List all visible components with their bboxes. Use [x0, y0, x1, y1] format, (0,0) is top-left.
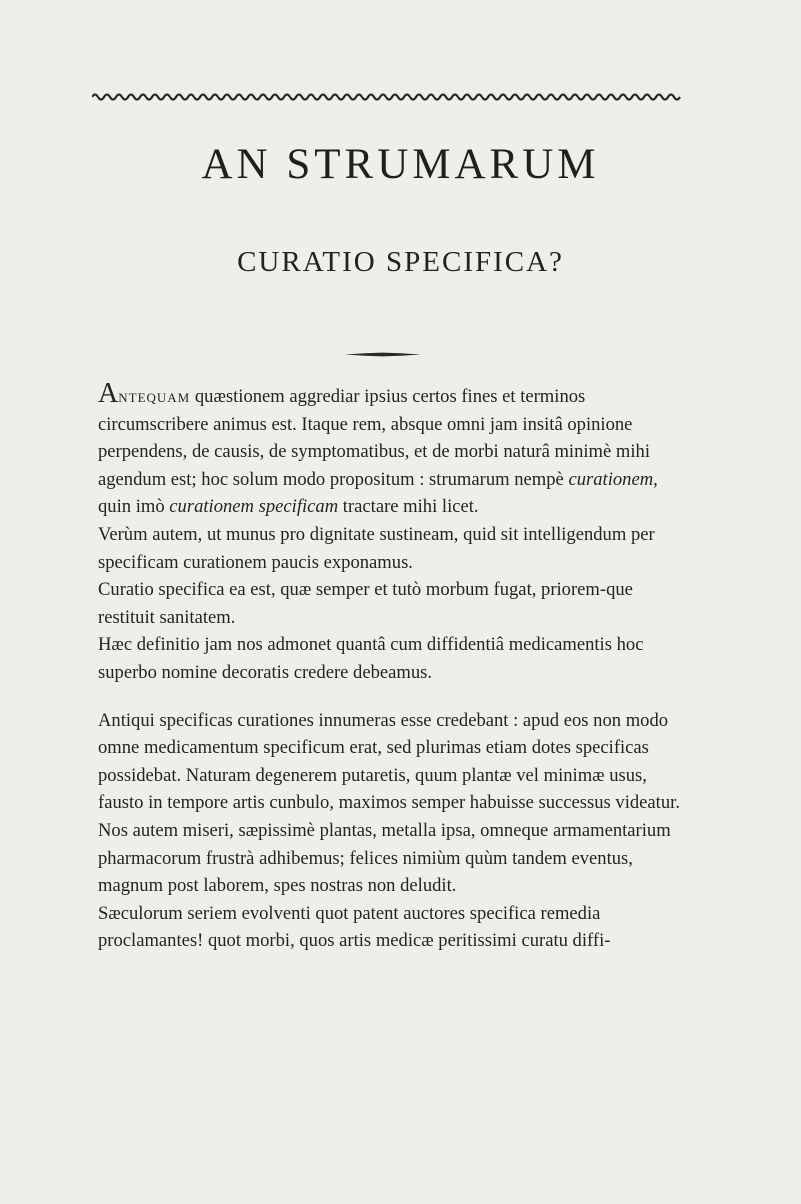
body-text [98, 378, 684, 955]
page-title: AN STRUMARUM [201, 141, 600, 188]
paragraph-2: Verùm autem, ut munus pro dignitate sustineam, quid sit intelligendum per specificam curationem paucis exponamus. [98, 523, 655, 573]
paragraph-1-text-c: tractare mihi licet. [338, 496, 479, 518]
drop-cap: A [98, 378, 119, 409]
paragraph-1-text-b: , quin imò [98, 468, 658, 518]
paragraph-5: Antiqui specificas curationes innumeras esse credebant : apud eos non modo omne medicamentum specificum erat, sed plurimas etiam dotes specificas possidebat. Naturam degenerem putaretis, quum plantæ vel minimæ usus, fausto in tempore artis cunbulo, maximos semper habuisse successus videatur. Nos autem miseri, sæpissimè plantas, metalla ipsa, omneque armamentarium pharmacorum frustrà adhibemus; felices nimiùm quùm tandem eventus, magnum post laborem, spes nostras non deludit. [98, 709, 680, 897]
section-divider-rule [345, 352, 421, 357]
paragraph-1 [98, 378, 684, 521]
paragraph-1-italic-a: curationem [568, 468, 654, 490]
paragraph-4: Hæc definitio jam nos admonet quantâ cum diffidentiâ medicamentis hoc superbo nomine decoratis credere debeamus. [98, 634, 644, 683]
page-subtitle: CURATIO SPECIFICA? [237, 246, 564, 278]
paragraph-1-text-a: quæstionem aggrediar ipsius certos fines et terminos circumscribere animus est. Itaque rem, absque omni jam insitâ opinione perpendens, de causis, de symptomatibus, et de morbi naturâ minimè mihi agendum est; hoc solum modo propositum : strumarum nempè [98, 386, 651, 490]
decorative-border-ornament [92, 92, 684, 102]
paragraph-3: Curatio specifica ea est, quæ semper et tutò morbum fugat, priorem-que restituit sanitatem. [98, 579, 633, 628]
opening-word: ntequam [118, 386, 191, 407]
paragraph-1-italic-b: curationem specificam [169, 496, 339, 518]
paragraph-6: Sæculorum seriem evolventi quot patent auctores specifica remedia proclamantes! quot morbi, quos artis medicæ peritissimi curatu diffi- [98, 902, 611, 952]
